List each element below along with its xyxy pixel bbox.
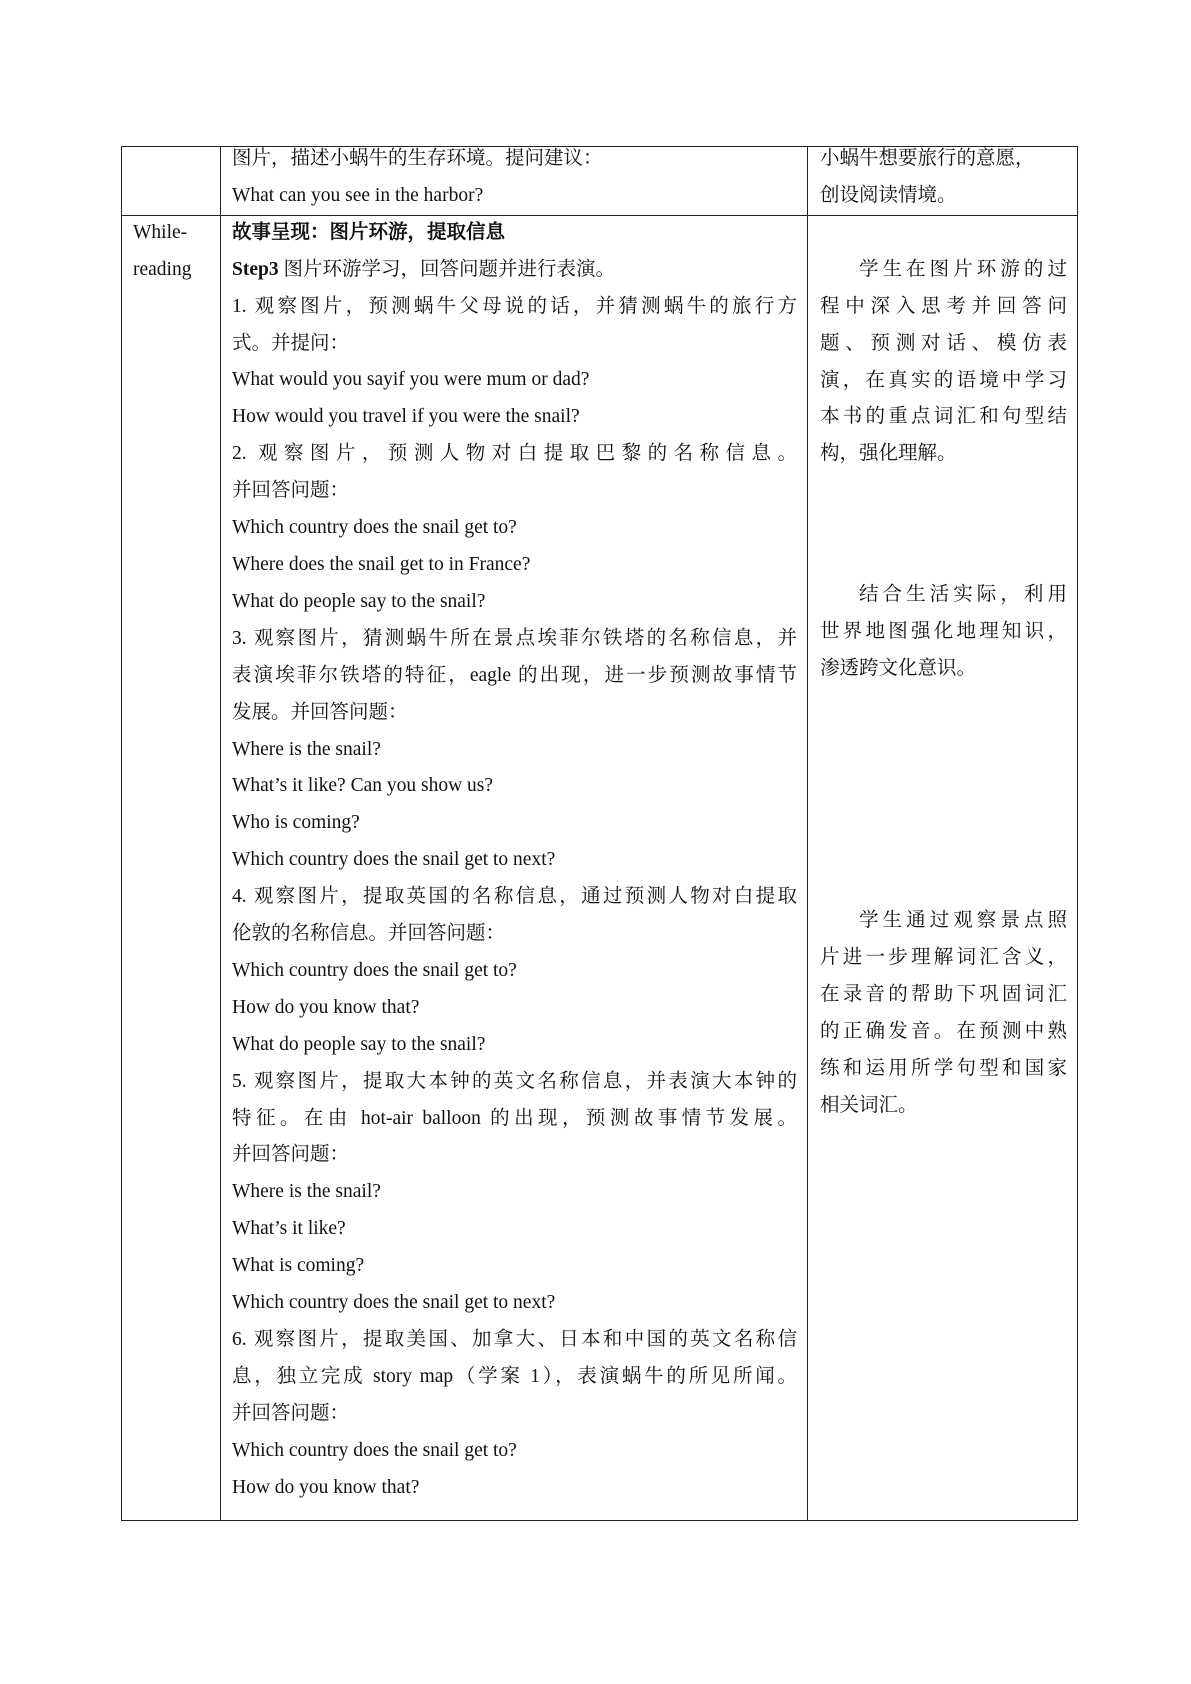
activity-line: 图片，描述小蜗牛的生存环境。提问建议： <box>232 148 603 169</box>
activity-line: What’s it like? <box>232 1218 346 1240</box>
activity-line: Who is coming? <box>232 812 360 834</box>
activity-line: What do people say to the snail? <box>232 590 486 612</box>
activity-line: What’s it like? Can you show us? <box>232 775 494 797</box>
activity-line: 并回答问题： <box>232 1402 350 1424</box>
note-line: 程中深入思考并回答问 <box>820 295 1067 317</box>
activity-line: 4. 观察图片，提取英国的名称信息，通过预测人物对白提取 <box>232 886 797 908</box>
activity-line: 伦敦的名称信息。并回答问题： <box>232 923 506 945</box>
activity-line: Which country does the snail get to? <box>232 959 517 981</box>
note-line: 学生通过观察景点照 <box>859 909 1067 931</box>
note-line: 相关词汇。 <box>820 1094 918 1116</box>
activity-line: Where is the snail? <box>232 738 381 760</box>
purpose-line: 创设阅读情境。 <box>820 184 957 206</box>
activity-line: 3. 观察图片，猜测蜗牛所在景点埃菲尔铁塔的名称信息，并 <box>232 627 797 649</box>
activity-line: What would you sayif you were mum or dad? <box>232 369 590 391</box>
note-line: 片进一步理解词汇含义， <box>820 946 1067 968</box>
activity-line: Where is the snail? <box>232 1181 381 1203</box>
stage-cell-empty <box>122 147 221 216</box>
activity-line: 式。并提问： <box>232 332 350 354</box>
note-line: 渗透跨文化意识。 <box>820 658 977 680</box>
activity-cell <box>221 215 808 1520</box>
stage-label: While- <box>133 221 188 243</box>
activity-line: 息，独立完成 story map（学案 1），表演蜗牛的所见所闻。 <box>232 1365 797 1387</box>
activity-line: 1. 观察图片，预测蜗牛父母说的话，并猜测蜗牛的旅行方 <box>232 295 797 317</box>
activity-line: 2. 观察图片，预测人物对白提取巴黎的名称信息。 <box>232 443 797 465</box>
section-heading: 故事呈现：图片环游，提取信息 <box>232 221 506 243</box>
table-row <box>122 147 1078 216</box>
note-line: 结合生活实际，利用 <box>859 584 1067 606</box>
purpose-cell <box>808 215 1078 1520</box>
activity-line: 6. 观察图片，提取美国、加拿大、日本和中国的英文名称信 <box>232 1329 797 1350</box>
note-block <box>820 252 1067 473</box>
lesson-plan-table <box>121 146 1078 1521</box>
activity-line: How would you travel if you were the snail? <box>232 406 580 428</box>
activity-line: How do you know that? <box>232 1476 420 1498</box>
activity-line: 并回答问题： <box>232 480 350 502</box>
activity-line: Which country does the snail get to? <box>232 1439 517 1461</box>
note-line: 题、预测对话、模仿表 <box>820 332 1067 354</box>
note-line: 演，在真实的语境中学习 <box>820 369 1067 391</box>
activity-lines <box>232 289 797 1507</box>
note-line: 在录音的帮助下巩固词汇 <box>820 983 1067 1005</box>
note-line: 练和运用所学句型和国家 <box>820 1057 1067 1079</box>
step-heading <box>232 252 797 289</box>
note-line: 世界地图强化地理知识， <box>820 621 1067 643</box>
activity-line: 特征。在由 hot-air balloon 的出现，预测故事情节发展。 <box>232 1107 797 1129</box>
note-block <box>820 903 1067 1124</box>
purpose-line: 小蜗牛想要旅行的意愿， <box>820 148 1035 169</box>
step-text: 图片环游学习，回答问题并进行表演。 <box>278 258 615 280</box>
activity-line: Which country does the snail get to? <box>232 517 517 539</box>
activity-line: What do people say to the snail? <box>232 1033 486 1055</box>
activity-line: Which country does the snail get to next? <box>232 849 556 871</box>
note-block <box>820 577 1067 688</box>
activity-line: 表演埃菲尔铁塔的特征，eagle 的出现，进一步预测故事情节 <box>232 664 797 686</box>
step-label: Step3 <box>232 258 279 280</box>
note-line: 学生在图片环游的过 <box>859 258 1067 280</box>
activity-line: What can you see in the harbor? <box>232 184 484 206</box>
note-line: 的正确发音。在预测中熟 <box>820 1020 1067 1042</box>
purpose-cell <box>808 147 1078 216</box>
note-line: 本书的重点词汇和句型结 <box>820 406 1067 428</box>
stage-label: reading <box>133 258 192 280</box>
activity-line: What is coming? <box>232 1255 365 1277</box>
activity-line: Which country does the snail get to next? <box>232 1292 556 1314</box>
activity-line: 5. 观察图片，提取大本钟的英文名称信息，并表演大本钟的 <box>232 1070 797 1092</box>
activity-line: 并回答问题： <box>232 1144 350 1166</box>
activity-cell <box>221 147 808 216</box>
stage-cell <box>122 215 221 1520</box>
activity-line: How do you know that? <box>232 996 420 1018</box>
activity-line: 发展。并回答问题： <box>232 701 408 723</box>
activity-line: Where does the snail get to in France? <box>232 553 531 575</box>
table-row <box>122 215 1078 1520</box>
note-line: 构，强化理解。 <box>820 443 957 465</box>
